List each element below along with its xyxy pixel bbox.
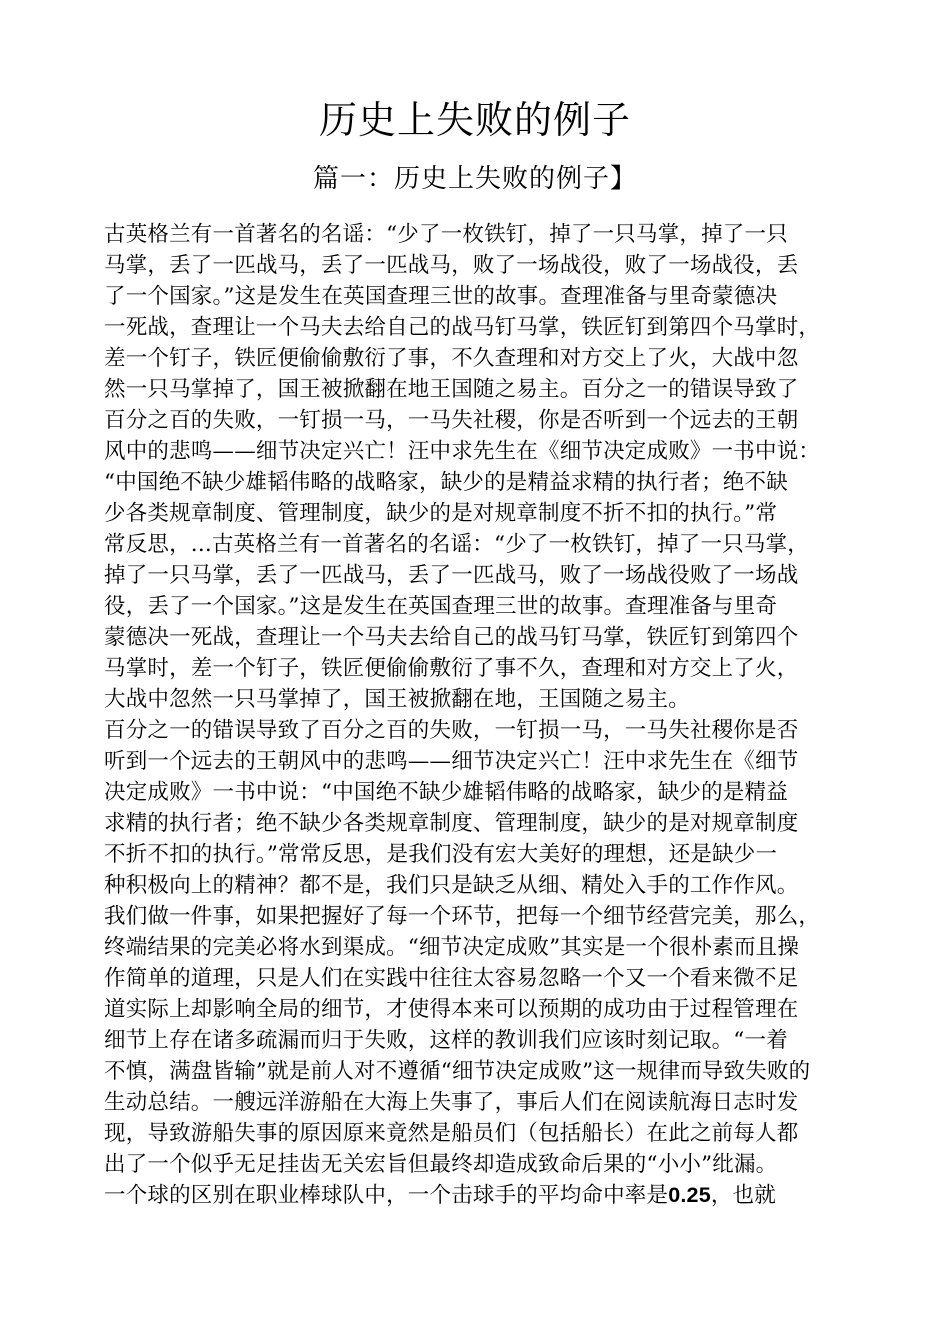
- text-line: “中国绝不缺少雄韬伟略的战略家，缺少的是精益求精的执行者；绝不缺: [104, 470, 788, 495]
- text-line: 决定成败》一书中说：“中国绝不缺少雄韬伟略的战略家，缺少的是精益: [104, 780, 788, 805]
- text-line: 不折不扣的执行。”常常反思，是我们没有宏大美好的理想，还是缺少一: [104, 842, 778, 867]
- text-line: 古英格兰有一首著名的名谣：“少了一枚铁钉，掉了一只马掌，掉了一只: [104, 222, 788, 247]
- text-line-last: [104, 1180, 864, 1211]
- text-line: 听到一个远去的王朝风中的悲鸣——细节决定兴亡！汪中求先生在《细节: [104, 749, 799, 774]
- text-line: 蒙德决一死战，查理让一个马夫去给自己的战马钉马掌，铁匠钉到第四个: [104, 625, 799, 650]
- text-line: 细节上存在诸多疏漏而归于失败，这样的教训我们应该时刻记取。“一着: [104, 1028, 788, 1053]
- last-line-before: 一个球的区别在职业棒球队中，一个击球手的平均命中率是: [104, 1183, 669, 1208]
- text-line: 掉了一只马掌，丢了一匹战马，丢了一匹战马，败了一场战役败了一场战: [104, 563, 799, 588]
- text-line: 百分之一的错误导致了百分之百的失败，一钉损一马，一马失社稷你是否: [104, 718, 799, 743]
- text-line: 终端结果的完美必将水到渠成。“细节决定成败”其实是一个很朴素而且操: [104, 935, 800, 960]
- text-line: 出了一个似乎无足挂齿无关宏旨但最终却造成致命后果的“小小”纰漏。: [104, 1152, 778, 1177]
- text-line: 然一只马掌掉了，国王被掀翻在地王国随之易主。百分之一的错误导致了: [104, 377, 799, 402]
- text-line: 役，丢了一个国家。”这是发生在英国查理三世的故事。查理准备与里奇: [104, 594, 778, 619]
- text-line: 常反思，...古英格兰有一首著名的名谣：“少了一枚铁钉，掉了一只马掌，: [104, 532, 809, 557]
- text-line: 我们做一件事，如果把握好了每一个环节，把每一个细节经营完美，那么，: [104, 904, 821, 929]
- text-line: 少各类规章制度、管理制度，缺少的是对规章制度不折不扣的执行。”常: [104, 501, 778, 526]
- text-line: 马掌时，差一个钉子，铁匠便偷偷敷衍了事不久，查理和对方交上了火，: [104, 656, 799, 681]
- text-line: 现，导致游船失事的原因原来竟然是船员们（包括船长）在此之前每人都: [104, 1121, 799, 1146]
- last-line-after: ，也就: [710, 1183, 776, 1208]
- text-line: 求精的执行者；绝不缺少各类规章制度、管理制度，缺少的是对规章制度: [104, 811, 799, 836]
- text-line: 一死战，查理让一个马夫去给自己的战马钉马掌，铁匠钉到第四个马掌时，: [104, 315, 821, 340]
- text-line: 道实际上却影响全局的细节，才使得本来可以预期的成功由于过程管理在: [104, 997, 799, 1022]
- document-title: 历史上失败的例子: [318, 98, 631, 142]
- text-line: 风中的悲鸣——细节决定兴亡！汪中求先生在《细节决定成败》一书中说：: [104, 439, 821, 464]
- document-body: [104, 219, 864, 1211]
- text-line: 种积极向上的精神？都不是，我们只是缺乏从细、精处入手的工作作风。: [104, 873, 799, 898]
- text-line: 百分之百的失败，一钉损一马，一马失社稷，你是否听到一个远去的王朝: [104, 408, 799, 433]
- text-line: 马掌，丢了一匹战马，丢了一匹战马，败了一场战役，败了一场战役，丢: [104, 253, 799, 278]
- batting-average-value: 0.25: [668, 1183, 711, 1207]
- text-line: 大战中忽然一只马掌掉了，国王被掀翻在地，王国随之易主。: [104, 687, 690, 712]
- document-subtitle: 篇一：历史上失败的例子】: [312, 164, 637, 194]
- text-line: 作简单的道理，只是人们在实践中往往太容易忽略一个又一个看来微不足: [104, 966, 799, 991]
- text-line: 不慎，满盘皆输”就是前人对不遵循“细节决定成败”这一规律而导致失败的: [104, 1059, 811, 1084]
- text-line: 生动总结。一艘远洋游船在大海上失事了，事后人们在阅读航海日志时发: [104, 1090, 799, 1115]
- text-line: 差一个钉子，铁匠便偷偷敷衍了事，不久查理和对方交上了火，大战中忽: [104, 346, 799, 371]
- text-line: 了一个国家。”这是发生在英国查理三世的故事。查理准备与里奇蒙德决: [104, 284, 778, 309]
